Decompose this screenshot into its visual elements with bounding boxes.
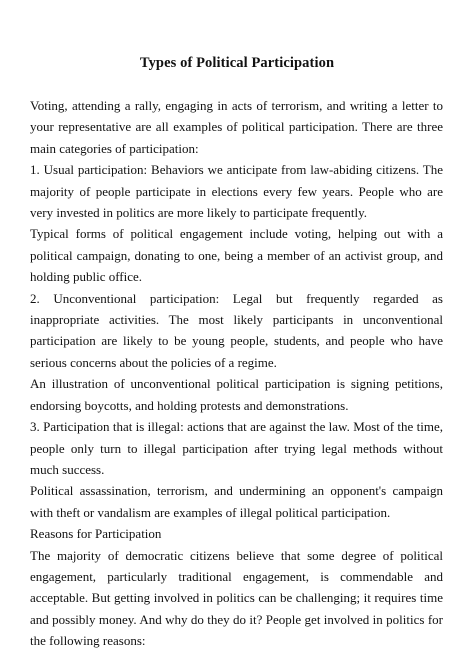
- paragraph-usual-participation: 1. Usual participation: Behaviors we anticipate from law-abiding citizens. The majority of people participate in elections every few years. People who are very invested in politics are more likely to participate frequently.: [30, 162, 443, 221]
- paragraph-unconventional-participation: 2. Unconventional participation: Legal but frequently regarded as inappropriate activities. The most likely participants in unconventional participation are likely to be young people, students, and people who have serious concerns about the policies of a regime.: [30, 290, 443, 370]
- paragraph-illegal-participation: 3. Participation that is illegal: actions that are against the law. Most of the time, people only turn to illegal participation after trying legal methods without much success.: [30, 419, 443, 477]
- section-heading-reasons: Reasons for Participation: [30, 526, 162, 542]
- paragraph-illegal-examples: Political assassination, terrorism, and undermining an opponent's campaign with theft or vandalism are examples of illegal political participation.: [30, 483, 443, 520]
- paragraph-intro: Voting, attending a rally, engaging in acts of terrorism, and writing a letter to your representative are all examples of political participation. There are three main categories of participation:: [30, 98, 443, 156]
- document-title: Types of Political Participation: [139, 55, 335, 71]
- paragraph-unconventional-illustration: An illustration of unconventional political participation is signing petitions, endorsing boycotts, and holding protests and demonstrations.: [30, 376, 443, 413]
- paragraph-reasons: The majority of democratic citizens believe that some degree of political engagement, particularly traditional engagement, is commendable and acceptable. But getting involved in politics can be challenging; it requires time and possibly money. And why do they do it? People get involved in politics for the following reasons:: [30, 547, 443, 649]
- document-body: [30, 95, 443, 652]
- paragraph-typical-forms: Typical forms of political engagement include voting, helping out with a political campaign, donating to one, being a member of an activist group, and holding public office.: [30, 226, 443, 285]
